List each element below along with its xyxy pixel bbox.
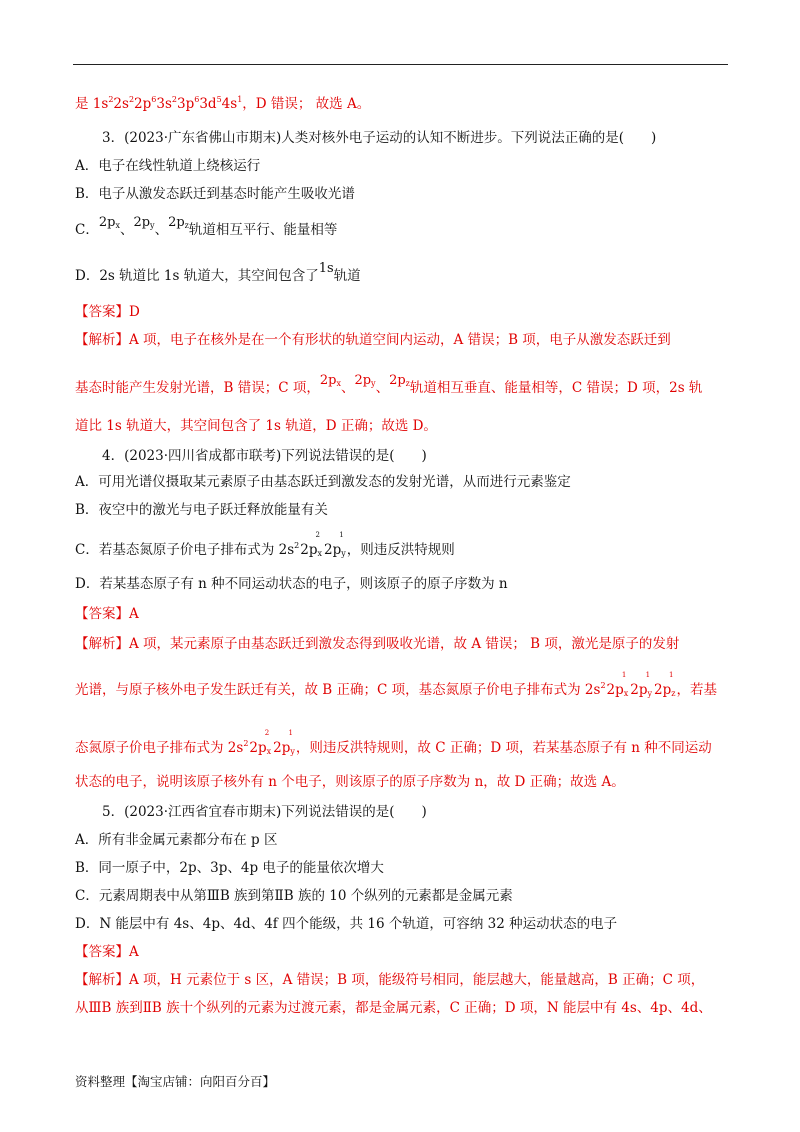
q3-explanation-3: 道比 1s 轨道大，其空间包含了 1s 轨道，D 正确；故选 D。 bbox=[75, 418, 437, 434]
q5-explanation-1: 【解析】A 项，H 元素位于 s 区，A 错误；B 项，能级符号相同，能层越大，能量越高，B 正确；C 项， bbox=[75, 972, 705, 988]
q5-option-a: A．所有非金属元素都分布在 p 区 bbox=[75, 832, 278, 848]
q4-explanation-3: 态氮原子价电子排布式为 $2s^22p_x$ 2 $2p_y$ 1 ，则违反洪特规则，故 C 正确；D 项，若某基态原子有 n 种不同运动 bbox=[75, 729, 712, 756]
q5-option-b: B．同一原子中，2p、3p、4p 电子的能量依次增大 bbox=[75, 860, 384, 876]
q3-option-b: B．电子从激发态跃迁到基态时能产生吸收光谱 bbox=[75, 186, 355, 202]
footer-source: 资料整理【淘宝店铺：向阳百分百】 bbox=[75, 1074, 276, 1089]
q4-stem: 4．(2023·四川省成都市联考)下列说法错误的是( ) bbox=[102, 448, 427, 464]
q3-option-d: D．2s 轨道比 1s 轨道大，其空间包含了1s轨道 bbox=[75, 261, 361, 284]
q5-option-c: C．元素周期表中从第ⅢB 族到第ⅡB 族的 10 个纵列的元素都是金属元素 bbox=[75, 888, 513, 904]
q4-option-c: C．若基态氮原子价电子排布式为 $2s^22p_x$ 2 $2p_y$ 1 ，则违反洪特规则 bbox=[75, 531, 455, 558]
header-rule bbox=[73, 64, 728, 65]
top-line: 是 $1s^22s^22p^63s^23p^63d^54s^1$，D 错误； 故选 A。 bbox=[75, 95, 371, 112]
q4-answer: 【答案】A bbox=[75, 606, 139, 622]
q4-explanation-2: 光谱，与原子核外电子发生跃迁有关，故 B 正确；C 项，基态氮原子价电子排布式为 $2s^22p_x$ 1 $2p_y$ 1 $2p_z$ 1 ，若基 bbox=[75, 671, 717, 698]
q4-option-b: B．夜空中的激光与电子跃迁释放能量有关 bbox=[75, 502, 328, 518]
q4-option-a: A．可用光谱仪摄取某元素原子由基态跃迁到激发态的发射光谱，从而进行元素鉴定 bbox=[75, 474, 571, 490]
q3-option-a: A．电子在线性轨道上绕核运行 bbox=[75, 158, 261, 174]
q5-explanation-2: 从ⅢB 族到ⅡB 族十个纵列的元素为过渡元素，都是金属元素，C 正确；D 项，N 能层中有 4s、4p、4d、 bbox=[75, 1000, 712, 1016]
q3-option-c: C．$2p_x$、$2p_y$、$2p_z$轨道相互平行、能量相等 bbox=[75, 215, 338, 238]
q5-stem: 5．(2023·江西省宜春市期末)下列说法错误的是( ) bbox=[102, 804, 427, 820]
q4-explanation-4: 状态的电子，说明该原子核外有 n 个电子，则该原子的原子序数为 n，故 D 正确；故选 A。 bbox=[75, 774, 625, 790]
q4-option-d: D．若某基态原子有 n 种不同运动状态的电子，则该原子的原子序数为 n bbox=[75, 576, 508, 592]
q3-explanation-2: 基态时能产生发射光谱，B 错误；C 项，$2p_x$、$2p_y$、$2p_z$轨道相互垂直、能量相等，C 错误；D 项，2s 轨 bbox=[75, 373, 703, 396]
q3-answer: 【答案】D bbox=[75, 304, 140, 320]
q3-stem: 3．(2023·广东省佛山市期末)人类对核外电子运动的认知不断进步。下列说法正确的是( ) bbox=[102, 130, 657, 146]
q5-answer: 【答案】A bbox=[75, 944, 139, 960]
q5-option-d: D．N 能层中有 4s、4p、4d、4f 四个能级，共 16 个轨道，可容纳 32 种运动状态的电子 bbox=[75, 916, 618, 932]
q4-explanation-1: 【解析】A 项，某元素原子由基态跃迁到激发态得到吸收光谱，故 A 错误； B 项，激光是原子的发射 bbox=[75, 636, 680, 652]
q3-explanation-1: 【解析】A 项，电子在核外是在一个有形状的轨道空间内运动，A 错误；B 项，电子从激发态跃迁到 bbox=[75, 332, 671, 348]
